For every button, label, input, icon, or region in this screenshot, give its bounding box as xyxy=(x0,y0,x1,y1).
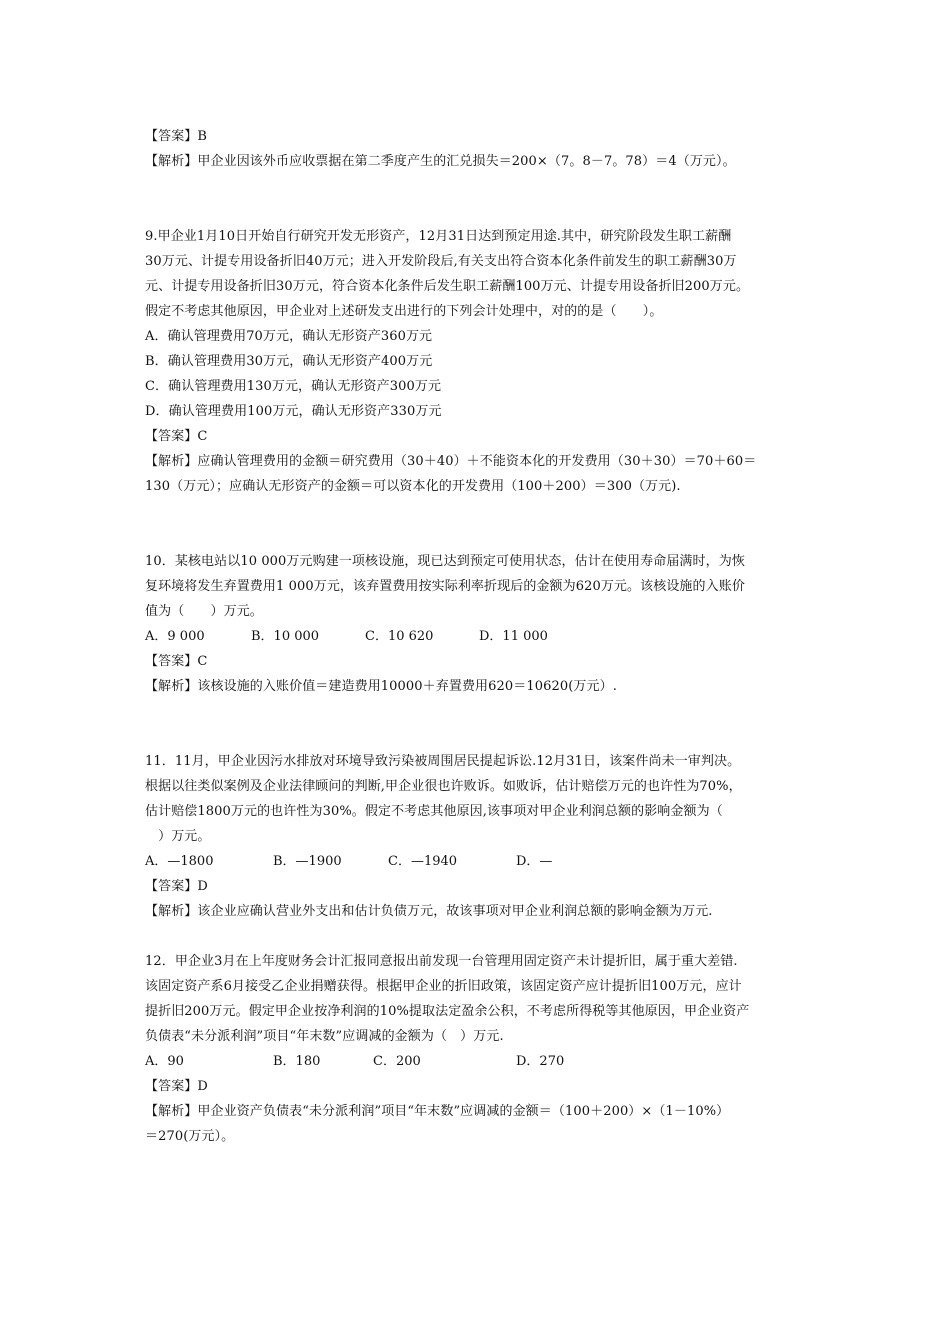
q12-option-c: C．200 xyxy=(373,1054,421,1069)
q10-option-b: B．10 000 xyxy=(251,629,320,644)
q9-option-c: C．确认管理费用130万元，确认无形资产300万元 xyxy=(145,379,442,394)
q12-analysis-line-1: 【解析】甲企业资产负债表“未分派利润”项目“年末数”应调减的金额＝（100＋200）×（1－10%） xyxy=(145,1104,730,1119)
q11-answer: 【答案】D xyxy=(145,879,208,894)
q11-analysis: 【解析】该企业应确认营业外支出和估计负债万元，故该事项对甲企业利润总额的影响金额为万元. xyxy=(145,904,713,919)
q9-stem-line-2: 30万元、计提专用设备折旧40万元；进入开发阶段后,有关支出符合资本化条件前发生的职工薪酬30万 xyxy=(145,254,737,269)
q12-answer: 【答案】D xyxy=(145,1079,208,1094)
q12-option-d: D．270 xyxy=(516,1054,565,1069)
q12-stem-line-3: 提折旧200万元。假定甲企业按净利润的10%提取法定盈余公积，不考虑所得税等其他原因，甲企业资产 xyxy=(145,1004,750,1019)
q10-option-d: D．11 000 xyxy=(479,629,548,644)
q11-stem-line-4: ）万元。 xyxy=(145,829,211,844)
q10-stem-line-2: 复环境将发生弃置费用1 000万元，该弃置费用按实际利率折现后的金额为620万元。该核设施的入账价 xyxy=(145,579,745,594)
q11-option-a: A．—1800 xyxy=(145,854,214,869)
q10-options xyxy=(145,628,665,646)
q11-stem-line-1: 11．11月，甲企业因污水排放对环境导致污染被周围居民提起诉讼.12月31日，该案件尚未一审判决。 xyxy=(145,754,741,769)
q12-option-a: A．90 xyxy=(145,1054,184,1069)
q8-answer: 【答案】B xyxy=(145,129,208,144)
q11-stem-line-2: 根据以往类似案例及企业法律顾问的判断,甲企业很也许败诉。如败诉，估计赔偿万元的也许性为70%， xyxy=(145,779,742,794)
q12-option-b: B．180 xyxy=(273,1054,321,1069)
q10-stem-line-1: 10．某核电站以10 000万元购建一项核设施，现已达到预定可使用状态，估计在使用寿命届满时，为恢 xyxy=(145,554,745,569)
q9-analysis-line-1: 【解析】应确认管理费用的金额＝研究费用（30＋40）＋不能资本化的开发费用（30＋30）＝70＋60＝ xyxy=(145,454,757,469)
q9-option-d: D．确认管理费用100万元，确认无形资产330万元 xyxy=(145,404,442,419)
q12-options xyxy=(145,1053,665,1071)
q11-option-c: C．—1940 xyxy=(388,854,458,869)
q9-stem-line-3: 元、计提专用设备折旧30万元，符合资本化条件后发生职工薪酬100万元、计提专用设备折旧200万元。 xyxy=(145,279,750,294)
q12-analysis-line-2: ＝270(万元）。 xyxy=(145,1129,235,1144)
q10-answer: 【答案】C xyxy=(145,654,208,669)
q12-stem-line-2: 该固定资产系6月接受乙企业捐赠获得。根据甲企业的折旧政策，该固定资产应计提折旧100万元，应计 xyxy=(145,979,742,994)
q10-option-a: A．9 000 xyxy=(145,629,205,644)
q9-analysis-line-2: 130（万元）；应确认无形资产的金额＝可以资本化的开发费用（100＋200）＝300（万元). xyxy=(145,479,681,494)
q12-stem-line-1: 12．甲企业3月在上年度财务会计汇报同意报出前发现一台管理用固定资产未计提折旧，属于重大差错. xyxy=(145,954,738,969)
q9-stem-line-4: 假定不考虑其他原因，甲企业对上述研发支出进行的下列会计处理中，对的的是（ ）。 xyxy=(145,304,663,319)
q9-stem-line-1: 9.甲企业1月10日开始自行研究开发无形资产，12月31日达到预定用途.其中，研究阶段发生职工薪酬 xyxy=(145,229,732,244)
q11-options xyxy=(145,853,665,871)
q9-answer: 【答案】C xyxy=(145,429,208,444)
q10-analysis: 【解析】该核设施的入账价值＝建造费用10000＋弃置费用620＝10620(万元）. xyxy=(145,679,617,694)
q11-stem-line-3: 估计赔偿1800万元的也许性为30%。假定不考虑其他原因,该事项对甲企业利润总额的影响金额为（ xyxy=(145,804,723,819)
q9-option-a: A．确认管理费用70万元，确认无形资产360万元 xyxy=(145,329,433,344)
q12-stem-line-4: 负债表“未分派利润”项目“年末数”应调减的金额为（ ）万元. xyxy=(145,1029,504,1044)
q11-option-d: D．— xyxy=(516,854,553,869)
q10-stem-line-3: 值为（ ）万元。 xyxy=(145,604,263,619)
q9-option-b: B．确认管理费用30万元，确认无形资产400万元 xyxy=(145,354,433,369)
q11-option-b: B．—1900 xyxy=(273,854,342,869)
q10-option-c: C．10 620 xyxy=(365,629,434,644)
q8-analysis: 【解析】甲企业因该外币应收票据在第二季度产生的汇兑损失＝200×（7。8－7。78）＝4（万元）。 xyxy=(145,154,736,169)
